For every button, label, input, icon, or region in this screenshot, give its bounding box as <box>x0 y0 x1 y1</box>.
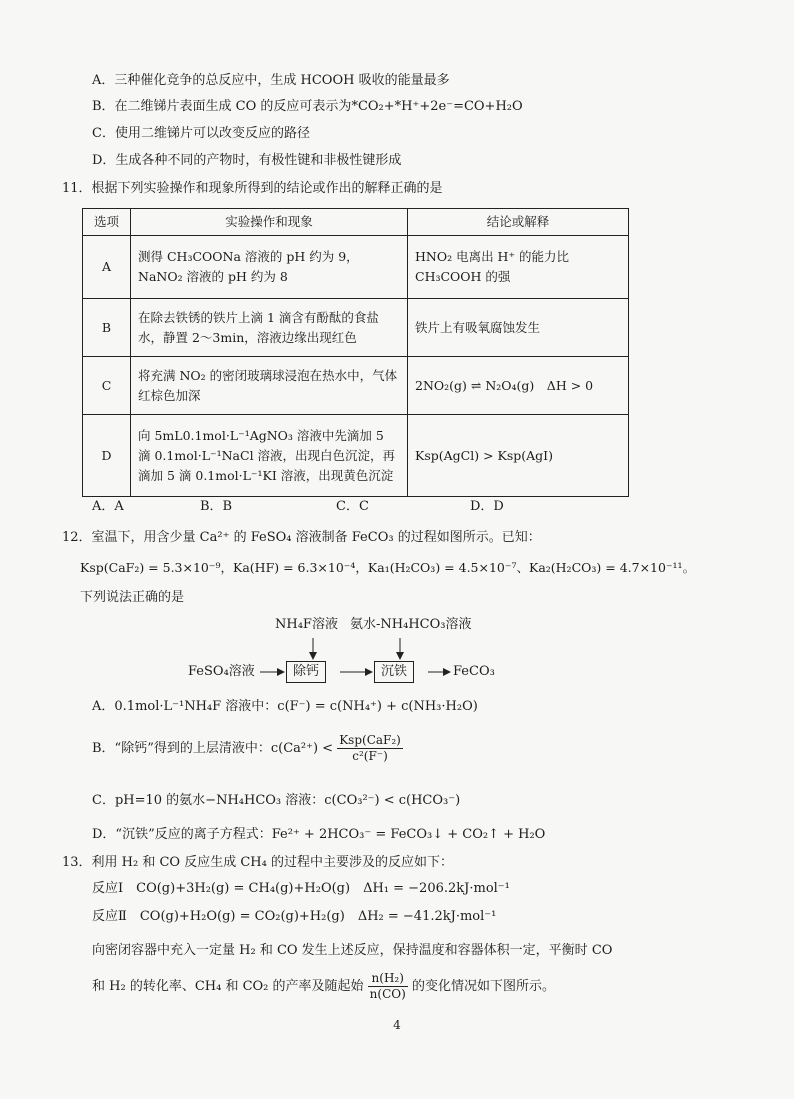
q10-option-c: C．使用二维锑片可以改变反应的路径 <box>92 126 310 141</box>
q12-option-d: D．“沉铁”反应的离子方程式：Fe²⁺ + 2HCO₃⁻ = FeCO₃↓ + CO₂↑ + H₂O <box>92 827 546 842</box>
table-row <box>83 299 629 357</box>
q11-table <box>82 208 629 497</box>
q13-description-line-2 <box>92 968 555 1006</box>
q10-option-d: D．生成各种不同的产物时，有极性键和非极性键形成 <box>92 153 402 168</box>
table-cell-operation: 测得 CH₃COONa 溶液的 pH 约为 9，NaNO₂ 溶液的 pH 约为 8 <box>131 236 408 299</box>
fraction-denominator: n(CO) <box>369 987 406 1001</box>
q12-option-b-text: B．“除钙”得到的上层清液中：c(Ca²⁺) < <box>92 741 334 756</box>
q11-stem: 11．根据下列实验操作和现象所得到的结论或作出的解释正确的是 <box>62 181 443 196</box>
table-header: 实验操作和现象 <box>131 209 408 236</box>
q12-option-c: C．pH=10 的氨水−NH₄HCO₃ 溶液：c(CO₃²⁻) < c(HCO₃⁻) <box>92 793 461 808</box>
q11-choice-a: A．A <box>92 499 124 514</box>
table-cell-operation: 在除去铁锈的铁片上滴 1 滴含有酚酞的食盐水，静置 2～3min，溶液边缘出现红色 <box>131 299 408 357</box>
table-cell-operation: 向 5mL0.1mol·L⁻¹AgNO₃ 溶液中先滴加 5 滴 0.1mol·L⁻¹NaCl 溶液，出现白色沉淀，再滴加 5 滴 0.1mol·L⁻¹KI 溶液，出现黄色沉淀 <box>131 415 408 497</box>
q12-option-b <box>92 732 403 766</box>
q13-reaction-2: 反应Ⅱ CO(g)+H₂O(g) = CO₂(g)+H₂(g) ΔH₂ = −41.2kJ·mol⁻¹ <box>92 909 497 924</box>
reagent-nh4f-label: NH₄F溶液 <box>275 617 338 632</box>
reagent-ammonia-label: 氨水-NH₄HCO₃溶液 <box>350 617 472 632</box>
ratio-fraction <box>368 971 408 1002</box>
product-feco3-label: FeCO₃ <box>453 664 495 679</box>
table-cell-option: B <box>83 299 131 357</box>
table-header-row <box>83 209 629 236</box>
table-row <box>83 357 629 415</box>
start-feso4-label: FeSO₄溶液 <box>188 664 255 679</box>
q12-stem: 12．室温下，用含少量 Ca²⁺ 的 FeSO₄ 溶液制备 FeCO₃ 的过程如图所示。已知： <box>62 530 541 545</box>
table-cell-conclusion: Ksp(AgCl) > Ksp(AgI) <box>408 415 629 497</box>
step-remove-calcium-box: 除钙 <box>286 661 326 683</box>
table-row <box>83 236 629 299</box>
table-row <box>83 415 629 497</box>
q13-description-line: 向密闭容器中充入一定量 H₂ 和 CO 发生上述反应，保持温度和容器体积一定，平衡时 CO <box>92 943 613 958</box>
q13-line-prefix: 和 H₂ 的转化率、CH₄ 和 CO₂ 的产率及随起始 <box>92 979 364 994</box>
q13-reaction-1: 反应Ⅰ CO(g)+3H₂(g) = CH₄(g)+H₂O(g) ΔH₁ = −206.2kJ·mol⁻¹ <box>92 881 510 896</box>
table-cell-option: A <box>83 236 131 299</box>
fraction-numerator: Ksp(CaF₂) <box>339 733 401 747</box>
ksp-fraction <box>337 733 403 764</box>
process-flow-diagram <box>180 612 520 692</box>
table-cell-option: C <box>83 357 131 415</box>
q12-ask: 下列说法正确的是 <box>80 590 185 605</box>
fraction-numerator: n(H₂) <box>368 971 408 987</box>
q10-option-b-text: B．在二维锑片表面生成 CO 的反应可表示为 <box>92 99 352 114</box>
table-header: 选项 <box>83 209 131 236</box>
table-cell-option: D <box>83 415 131 497</box>
q10-option-b-equation: *CO₂+*H⁺+2e⁻=CO+H₂O <box>351 99 523 114</box>
table-cell-conclusion: HNO₂ 电离出 H⁺ 的能力比 CH₃COOH 的强 <box>408 236 629 299</box>
q10-option-a: A．三种催化竞争的总反应中，生成 HCOOH 吸收的能量最多 <box>92 73 450 88</box>
q10-option-b <box>92 98 523 116</box>
q12-option-a: A．0.1mol·L⁻¹NH₄F 溶液中：c(F⁻) = c(NH₄⁺) + c(NH₃·H₂O) <box>92 699 478 714</box>
table-cell-conclusion: 铁片上有吸氧腐蚀发生 <box>408 299 629 357</box>
fraction-denominator: c²(F⁻) <box>352 749 388 763</box>
q13-line-suffix: 的变化情况如下图所示。 <box>411 979 555 994</box>
table-cell-operation: 将充满 NO₂ 的密闭玻璃球浸泡在热水中，气体红棕色加深 <box>131 357 408 415</box>
q11-choice-d: D．D <box>470 499 504 514</box>
q13-stem: 13．利用 H₂ 和 CO 反应生成 CH₄ 的过程中主要涉及的反应如下： <box>62 855 453 870</box>
page-number: 4 <box>393 1018 401 1032</box>
q12-constants: Ksp(CaF₂) = 5.3×10⁻⁹，Ka(HF) = 6.3×10⁻⁴，Ka₁(H₂CO₃) = 4.5×10⁻⁷、Ka₂(H₂CO₃) = 4.7×10⁻¹¹。 <box>80 560 696 575</box>
q11-choice-c: C．C <box>336 499 369 514</box>
q11-choice-b: B．B <box>200 499 233 514</box>
step-precipitate-iron-box: 沉铁 <box>374 661 414 683</box>
table-cell-conclusion: 2NO₂(g) ⇌ N₂O₄(g) ΔH > 0 <box>408 357 629 415</box>
table-header: 结论或解释 <box>408 209 629 236</box>
